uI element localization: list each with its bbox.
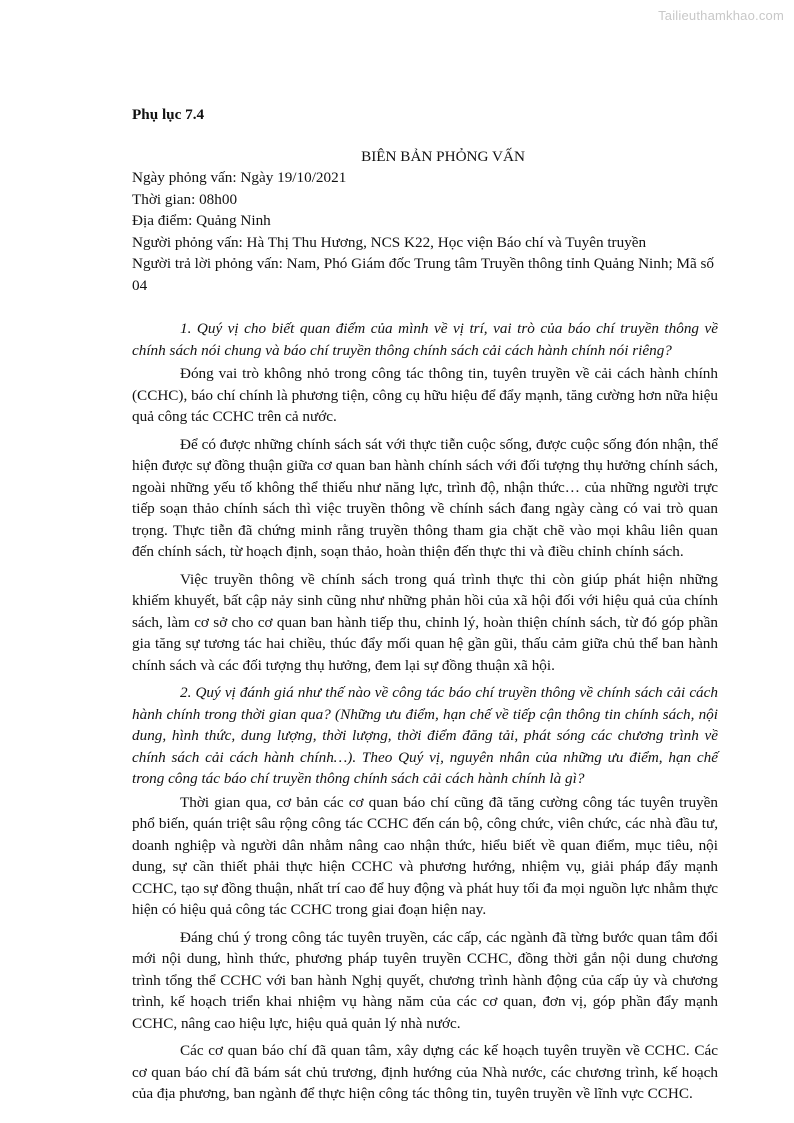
answer-2-paragraph: Các cơ quan báo chí đã quan tâm, xây dựng các kế hoạch tuyên truyền về CCHC. Các cơ quan báo chí đã bám sát chủ trương, định hướng của Nhà nước, các chương trình, kế hoạch của địa phương, ban ngành để thực hiện công tác thông tin, tuyên truyền về lĩnh vực CCHC. — [132, 1042, 718, 1102]
interviewer: Người phỏng vấn: Hà Thị Thu Hương, NCS K22, Học viện Báo chí và Tuyên truyền — [132, 233, 647, 251]
answer-2-paragraph: Thời gian qua, cơ bản các cơ quan báo chí cũng đã tăng cường công tác tuyên truyền phổ biến, quán triệt sâu rộng công tác CCHC đến cán bộ, công chức, viên chức, các nhà đầu tư, doanh nghiệp và người dân nhằm nâng cao nhận thức, hiểu biết về quan điểm, mục tiêu, nội dung, sự cần thiết phải thực hiện CCHC và phương hướng, nhiệm vụ, giải pháp đẩy mạnh CCHC, tạo sự đồng thuận, nhất trí cao để huy động và phát huy tối đa mọi nguồn lực nhằm thực hiện có hiệu quả công tác CCHC trong giai đoạn hiện nay. — [132, 793, 718, 918]
answer-2-paragraph: Đáng chú ý trong công tác tuyên truyền, các cấp, các ngành đã từng bước quan tâm đổi mới nội dung, hình thức, phương pháp tuyên truyền CCHC, đồng thời gắn nội dung chương trình tổng thể CCHC với ban hành Nghị quyết, chương trình hành động của cấp ủy và chương trình, kế hoạch triển khai nhiệm vụ hàng năm của các cơ quan, đơn vị, góp phần đẩy mạnh CCHC, nâng cao hiệu lực, hiệu quả quản lý nhà nước. — [132, 928, 718, 1032]
answer-1-paragraph: Đóng vai trò không nhỏ trong công tác thông tin, tuyên truyền về cải cách hành chính (CCHC), báo chí chính là phương tiện, công cụ hữu hiệu để đẩy mạnh, tăng cường hơn nữa hiệu quả công tác CCHC trên cả nước. — [132, 365, 718, 425]
question-2: 2. Quý vị đánh giá như thế nào về công tác báo chí truyền thông về chính sách cải cách hành chính trong thời gian qua? (Những ưu điểm, hạn chế về tiếp cận thông tin chính sách, nội dung, hình thức, dung lượng, thời lượng, thời điểm đăng tải, phát sóng các chương trình về chính sách cải cách hành chính…). Theo Quý vị, nguyên nhân của những ưu điểm, hạn chế trong công tác báo chí truyền thông chính sách cải cách hành chính là gì? — [132, 684, 718, 787]
answer-1-paragraph: Việc truyền thông về chính sách trong quá trình thực thi còn giúp phát hiện những khiếm khuyết, bất cập nảy sinh cũng như những phản hồi của xã hội đối với hiệu quả của chính sách, làm cơ sở cho cơ quan ban hành tiếp thu, chỉnh lý, hoàn thiện chính sách, từ đó góp phần gia tăng sự tương tác hai chiều, thúc đẩy mối quan hệ gần gũi, thấu cảm giữa chủ thể ban hành chính sách và các đối tượng thụ hưởng, đem lại sự đồng thuận xã hội. — [132, 570, 718, 674]
answer-1-paragraph: Để có được những chính sách sát với thực tiễn cuộc sống, được cuộc sống đón nhận, thể hiện được sự đồng thuận giữa cơ quan ban hành chính sách với đối tượng thụ hưởng chính sách, ngoài những yếu tố không thể thiếu như năng lực, trình độ, nhận thức… của những người trực tiếp soạn thảo chính sách thì việc truyền thông về chính sách đang ngày càng có vai trò quan trọng. Thực tiễn đã chứng minh rằng truyền thông tham gia chặt chẽ vào mọi khâu liên quan đến chính sách, từ hoạch định, soạn thảo, hoàn thiện đến thực thi và điều chỉnh chính sách. — [132, 435, 718, 560]
interviewee: Người trả lời phỏng vấn: Nam, Phó Giám đốc Trung tâm Truyền thông tỉnh Quảng Ninh; Mã số 04 — [132, 255, 715, 294]
appendix-label: Phụ lục 7.4 — [132, 106, 205, 123]
document-page — [132, 104, 718, 1111]
watermark: Tailieuthamkhao.com — [658, 8, 784, 23]
interview-date: Ngày phỏng vấn: Ngày 19/10/2021 — [132, 169, 347, 186]
interview-meta — [132, 167, 718, 296]
document-title: BIÊN BẢN PHỎNG VẤN — [361, 147, 525, 165]
interview-location: Địa điểm: Quảng Ninh — [132, 212, 271, 229]
interview-time: Thời gian: 08h00 — [132, 190, 238, 208]
question-1: 1. Quý vị cho biết quan điểm của mình về vị trí, vai trò của báo chí truyền thông về chính sách nói chung và báo chí truyền thông chính sách cải cách hành chính nói riêng? — [132, 320, 718, 359]
